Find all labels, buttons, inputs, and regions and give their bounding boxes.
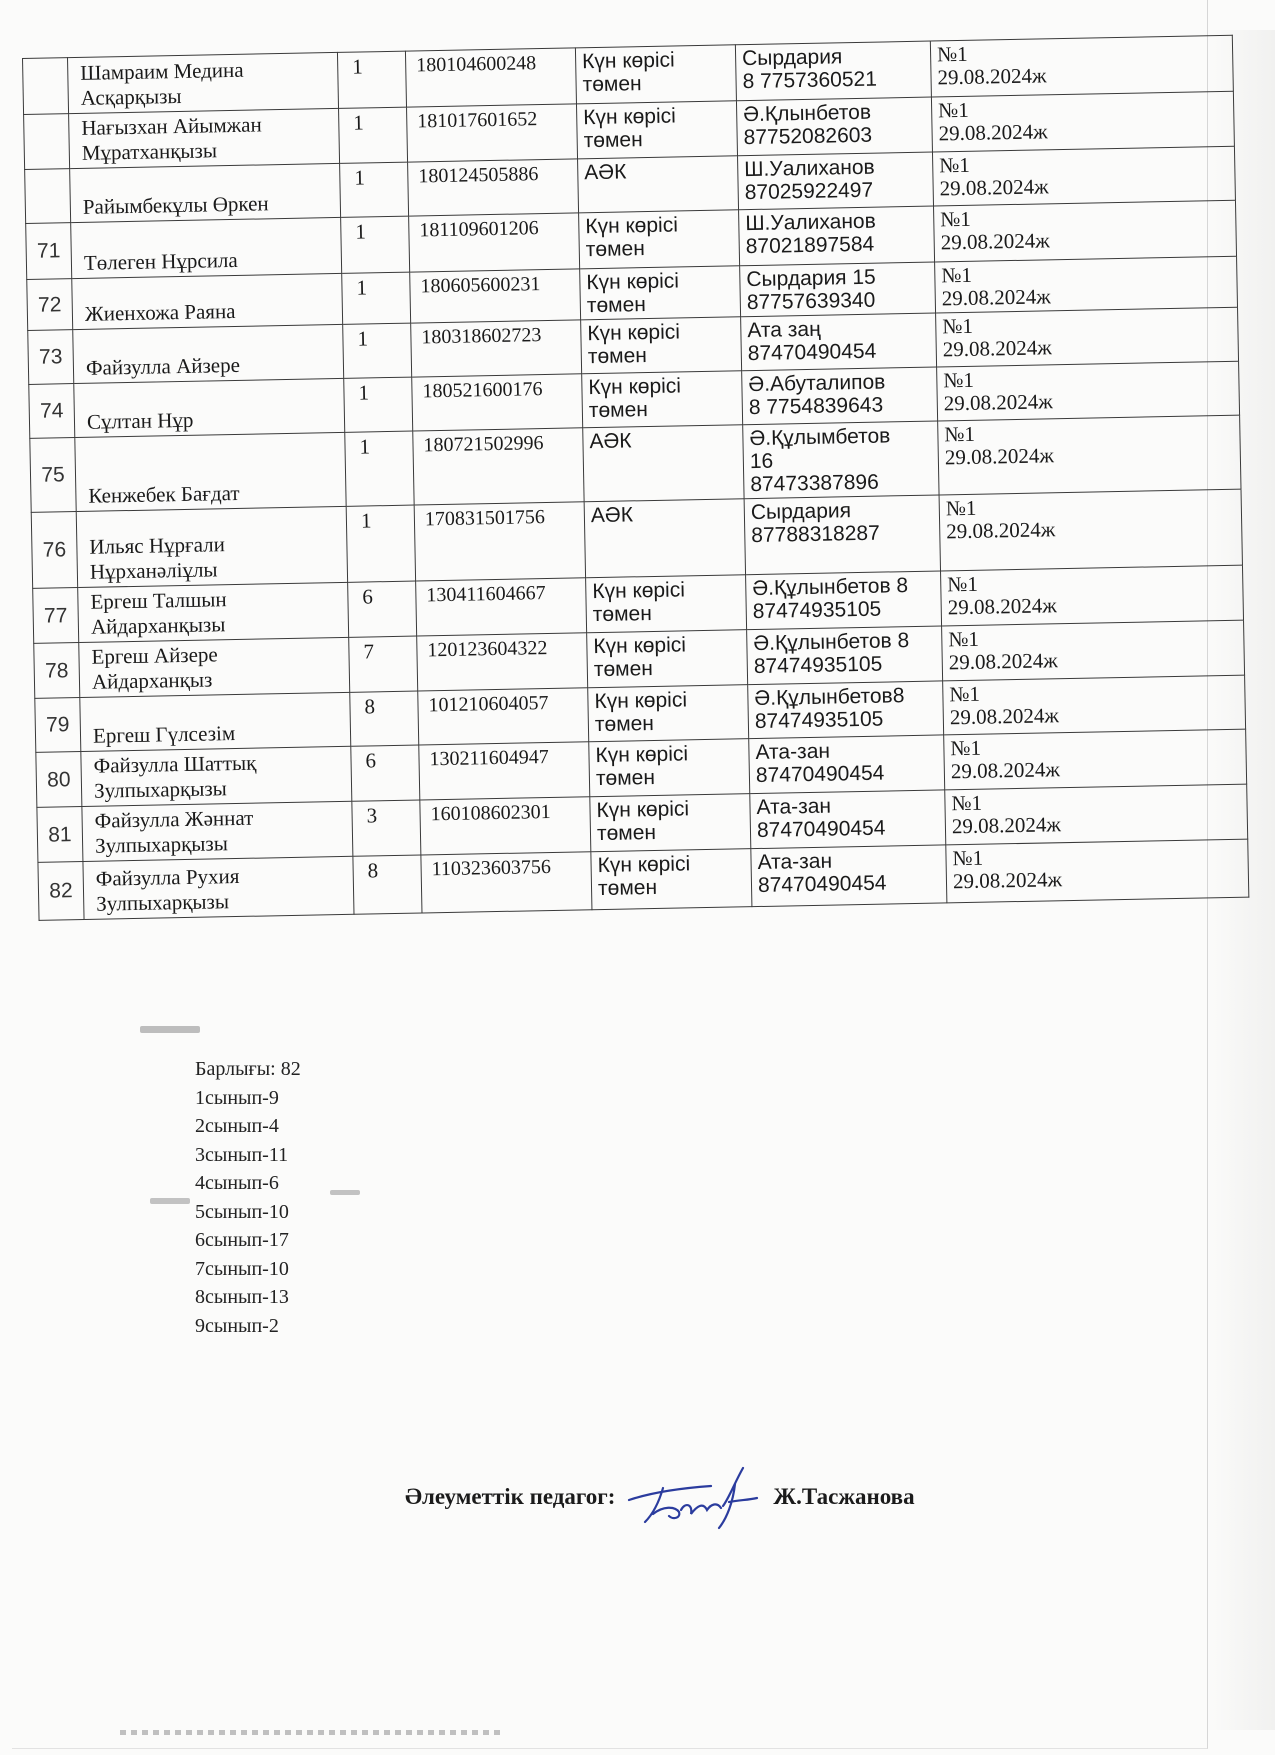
- signature-name: Ж.Тасжанова: [773, 1484, 915, 1509]
- cell-row-number: 71: [26, 223, 72, 280]
- order-number-line: 29.08.2024ж: [949, 703, 1060, 730]
- cell-social-status: [580, 266, 741, 320]
- address-phone-line: Ата-зан: [757, 849, 833, 875]
- scan-smudge: [120, 1730, 500, 1735]
- address-phone-line: 16: [749, 449, 774, 474]
- cell-row-number: 76: [31, 512, 77, 589]
- cell-iin-number: 130211604947: [419, 742, 590, 800]
- cell-iin-number: 180104600248: [405, 48, 576, 107]
- cell-order-number: [938, 415, 1241, 495]
- cell-address-phone: [736, 97, 932, 156]
- cell-iin-number: 101210604057: [418, 688, 589, 745]
- address-phone-line: 87470490454: [747, 339, 877, 366]
- address-phone-line: 87474935105: [753, 652, 883, 679]
- signature-role: Әлеуметтік педагог:: [405, 1484, 616, 1509]
- cell-address-phone: [751, 845, 947, 907]
- address-phone-line: 87474935105: [754, 707, 884, 734]
- address-phone-line: Ә.Құлынбетов 8: [752, 574, 909, 601]
- cell-student-name: [83, 856, 354, 919]
- social-status-line: төмен: [582, 72, 642, 97]
- social-status-line: төмен: [586, 293, 647, 318]
- order-number-line: №1: [947, 571, 979, 597]
- address-phone-line: 87470490454: [756, 816, 886, 843]
- order-number-line: 29.08.2024ж: [948, 648, 1058, 675]
- cell-order-number: [930, 35, 1233, 97]
- address-phone-line: Ата-зан: [756, 794, 832, 820]
- cell-order-number: [932, 146, 1235, 206]
- cell-address-phone: [749, 735, 945, 794]
- cell-class-number: 1: [339, 107, 408, 163]
- order-number-line: 29.08.2024ж: [937, 63, 1047, 90]
- order-number-line: 29.08.2024ж: [946, 517, 1056, 544]
- student-name-line: Файзулла Жәннат: [94, 805, 254, 833]
- address-phone-line: Ә.Құлынбетов 8: [753, 629, 910, 656]
- social-status-line: АӘК: [589, 429, 632, 454]
- cell-student-name: [68, 52, 339, 113]
- summary-grade: 1сынып-9: [195, 1086, 279, 1109]
- student-name-line: Файзулла Айзере: [85, 352, 241, 380]
- cell-address-phone: [738, 152, 934, 210]
- social-status-line: Күн көрісі: [593, 633, 687, 659]
- summary-grade: 2сынып-4: [195, 1115, 279, 1137]
- cell-row-number: 82: [38, 861, 84, 920]
- cell-class-number: 6: [351, 745, 420, 801]
- cell-class-number: 8: [350, 691, 419, 746]
- cell-row-number: [23, 58, 69, 115]
- address-phone-line: Ата заң: [747, 317, 821, 343]
- summary-total: Барлығы: 82: [195, 1058, 301, 1080]
- address-phone-line: 87025922497: [744, 178, 874, 205]
- cell-class-number: 1: [340, 162, 409, 217]
- order-number-line: №1: [949, 681, 981, 707]
- roster-body: [23, 35, 1249, 920]
- social-status-line: төмен: [583, 128, 643, 153]
- social-status-line: Күн көрісі: [583, 104, 677, 130]
- cell-order-number: [941, 565, 1244, 626]
- address-phone-line: Сырдария: [750, 499, 852, 525]
- cell-row-number: 75: [30, 438, 76, 513]
- cell-social-status: [578, 156, 739, 213]
- cell-class-number: 1: [342, 272, 411, 324]
- cell-iin-number: 180521600176: [412, 374, 583, 431]
- cell-order-number: [944, 729, 1247, 790]
- cell-address-phone: [743, 421, 939, 499]
- cell-class-number: 1: [337, 51, 406, 108]
- order-number-line: №1: [945, 495, 977, 521]
- social-status-line: Күн көрісі: [581, 48, 675, 74]
- cell-order-number: [939, 489, 1242, 571]
- cell-class-number: 1: [345, 431, 414, 506]
- cell-student-name: [78, 582, 349, 642]
- student-name-line: Зулпыхарқызы: [93, 776, 227, 803]
- cell-order-number: [942, 620, 1245, 681]
- social-status-line: Күн көрісі: [596, 797, 690, 823]
- social-status-line: Күн көрісі: [594, 688, 688, 714]
- student-name-line: Шамраим Медина: [80, 57, 244, 85]
- order-number-line: 29.08.2024ж: [938, 119, 1048, 146]
- cell-class-number: 1: [343, 323, 412, 378]
- cell-class-number: 8: [353, 855, 422, 914]
- cell-iin-number: 180124505886: [408, 159, 579, 216]
- order-number-line: №1: [940, 206, 972, 232]
- cell-social-status: [581, 317, 742, 374]
- order-number-line: №1: [943, 367, 975, 393]
- roster-table: [22, 35, 1249, 921]
- cell-row-number: [24, 114, 70, 170]
- cell-address-phone: [747, 626, 943, 685]
- summary-grade: 8сынып-13: [195, 1286, 289, 1308]
- cell-student-name: [76, 506, 347, 587]
- cell-class-number: 3: [352, 800, 421, 856]
- cell-iin-number: 110323603756: [421, 852, 592, 913]
- address-phone-line: Ш.Уалиханов: [744, 155, 875, 182]
- cell-social-status: [583, 425, 744, 502]
- address-phone-line: 87474935105: [752, 597, 882, 624]
- student-name-line: Мұратханқызы: [81, 138, 218, 165]
- student-name-line: Зулпыхарқызы: [94, 831, 229, 858]
- cell-class-number: 1: [346, 505, 415, 582]
- cell-class-number: 7: [349, 636, 418, 692]
- cell-row-number: 78: [34, 643, 80, 699]
- student-name-line: Райымбекұлы Өркен: [82, 191, 269, 219]
- cell-order-number: [936, 307, 1239, 367]
- cell-student-name: [75, 432, 346, 511]
- order-number-line: №1: [936, 41, 968, 67]
- student-name-line: Айдарханқызы: [90, 612, 226, 639]
- cell-social-status: [589, 739, 750, 797]
- student-name-line: Асқарқызы: [80, 83, 182, 110]
- cell-student-name: [82, 801, 353, 861]
- cell-iin-number: 120123604322: [417, 633, 588, 691]
- cell-student-name: [71, 217, 342, 278]
- social-status-line: төмен: [587, 344, 648, 369]
- cell-social-status: [586, 575, 747, 633]
- social-status-line: Күн көрісі: [586, 269, 680, 295]
- address-phone-line: Ата-зан: [755, 739, 831, 765]
- cell-iin-number: 181109601206: [409, 213, 580, 272]
- cell-class-number: 1: [344, 377, 413, 432]
- social-status-line: төмен: [588, 398, 649, 423]
- cell-address-phone: [746, 571, 942, 630]
- social-status-line: төмен: [592, 602, 653, 627]
- social-status-line: Күн көрісі: [587, 320, 681, 346]
- order-number-line: 29.08.2024ж: [943, 389, 1054, 416]
- cell-row-number: 73: [28, 330, 74, 385]
- order-number-line: 29.08.2024ж: [939, 174, 1049, 201]
- order-number-line: №1: [952, 845, 984, 871]
- social-status-line: төмен: [597, 875, 658, 901]
- cell-address-phone: [739, 206, 935, 266]
- student-name-line: Нұрханәліұлы: [89, 557, 218, 584]
- cell-student-name: [70, 163, 341, 222]
- cell-student-name: [69, 108, 340, 168]
- student-name-line: Ергеш Айзере: [91, 642, 218, 669]
- social-status-line: Күн көрісі: [597, 852, 691, 878]
- cell-address-phone: [740, 262, 936, 317]
- cell-social-status: [582, 371, 743, 428]
- cell-row-number: 80: [36, 751, 82, 807]
- order-number-line: 29.08.2024ж: [947, 593, 1057, 620]
- address-phone-line: Ш.Уалиханов: [745, 209, 876, 236]
- summary-grade: 9сынып-2: [195, 1314, 279, 1337]
- cell-iin-number: 130411604667: [416, 578, 587, 636]
- cell-address-phone: [748, 681, 944, 739]
- cell-social-status: [587, 630, 748, 688]
- student-name-line: Файзулла Рухия: [95, 863, 240, 891]
- social-status-line: Күн көрісі: [588, 374, 682, 400]
- address-phone-line: Ә.Құлынбетов8: [754, 684, 905, 711]
- cell-social-status: [579, 210, 740, 269]
- cell-student-name: [72, 273, 343, 329]
- student-name-line: Кенжебек Бағдат: [88, 480, 240, 508]
- student-name-line: Зулпыхарқызы: [96, 889, 230, 916]
- summary-grade: 7сынып-10: [195, 1257, 289, 1280]
- cell-iin-number: 180721502996: [413, 428, 584, 505]
- cell-class-number: 1: [341, 216, 410, 273]
- order-number-line: №1: [944, 421, 976, 447]
- social-status-line: төмен: [595, 765, 656, 791]
- social-status-line: Күн көрісі: [585, 213, 679, 239]
- cell-social-status: [591, 849, 752, 910]
- cell-row-number: 72: [27, 279, 73, 331]
- cell-social-status: [576, 101, 737, 159]
- address-phone-line: 87021897584: [745, 232, 875, 259]
- cell-student-name: [79, 637, 350, 697]
- cell-address-phone: [744, 495, 940, 575]
- signature-row: [405, 1462, 915, 1532]
- social-status-line: төмен: [585, 237, 646, 262]
- cell-iin-number: 160108602301: [420, 797, 591, 855]
- cell-student-name: [81, 746, 352, 806]
- cell-row-number: 79: [35, 698, 81, 753]
- scan-smudge: [150, 1198, 190, 1204]
- social-status-line: төмен: [596, 820, 657, 846]
- cell-row-number: 74: [29, 384, 75, 439]
- order-number-line: №1: [939, 152, 971, 178]
- student-name-line: Ергеш Талшын: [90, 587, 227, 614]
- address-phone-line: Ә.Құлымбетов: [749, 424, 891, 451]
- summary-grade: 4сынып-6: [195, 1172, 279, 1194]
- cell-address-phone: [750, 790, 946, 849]
- cell-address-phone: [741, 313, 937, 371]
- order-number-line: 29.08.2024ж: [950, 757, 1061, 784]
- order-number-line: 29.08.2024ж: [951, 812, 1062, 839]
- cell-social-status: [590, 794, 751, 852]
- cell-social-status: [575, 45, 736, 104]
- order-number-line: 29.08.2024ж: [940, 228, 1050, 255]
- handwritten-signature: [623, 1462, 763, 1532]
- cell-order-number: [931, 91, 1234, 152]
- summary-grade: 5сынып-10: [195, 1200, 289, 1223]
- cell-address-phone: [735, 41, 931, 101]
- cell-student-name: [73, 324, 344, 383]
- cell-iin-number: 170831501756: [414, 502, 585, 581]
- address-phone-line: Сырдария 15: [746, 265, 876, 292]
- cell-order-number: [935, 256, 1238, 313]
- student-name-line: Ильяс Нұрғали: [89, 532, 226, 559]
- social-status-line: АӘК: [584, 160, 627, 185]
- cell-address-phone: [742, 367, 938, 425]
- summary-block: [195, 1055, 301, 1340]
- address-phone-line: 87473387896: [750, 470, 880, 497]
- cell-row-number: 77: [33, 588, 79, 644]
- student-name-line: Ергеш Гүлсезім: [92, 721, 236, 748]
- cell-order-number: [934, 200, 1237, 262]
- cell-social-status: [584, 499, 745, 578]
- order-number-line: №1: [948, 626, 980, 652]
- cell-order-number: [946, 839, 1249, 903]
- social-status-line: Күн көрісі: [595, 742, 689, 768]
- student-name-line: Сұлтан Нұр: [86, 407, 194, 434]
- summary-grade: 6сынып-17: [195, 1229, 289, 1251]
- order-number-line: №1: [937, 97, 969, 123]
- order-number-line: 29.08.2024ж: [944, 443, 1055, 470]
- cell-row-number: 81: [37, 806, 83, 862]
- student-name-line: Файзулла Шаттық: [93, 750, 257, 778]
- order-number-line: 29.08.2024ж: [952, 867, 1063, 894]
- order-number-line: №1: [951, 790, 983, 816]
- address-phone-line: 87752082603: [743, 123, 873, 150]
- student-name-line: Нағызхан Айымжан: [81, 112, 262, 140]
- address-phone-line: Ә.Абуталипов: [748, 370, 886, 397]
- cell-iin-number: 180605600231: [410, 269, 581, 323]
- cell-iin-number: 181017601652: [407, 104, 578, 162]
- address-phone-line: 87788318287: [751, 521, 880, 548]
- address-phone-line: 8 7757360521: [742, 67, 878, 94]
- order-number-line: 29.08.2024ж: [941, 284, 1052, 311]
- address-phone-line: 87757639340: [746, 288, 876, 315]
- cell-order-number: [943, 675, 1246, 735]
- order-number-line: №1: [941, 262, 973, 288]
- scan-smudge: [330, 1190, 360, 1195]
- order-number-line: 29.08.2024ж: [942, 335, 1052, 362]
- cell-social-status: [588, 685, 749, 742]
- student-name-line: Айдарханқыз: [91, 667, 213, 694]
- student-name-line: Жиенхожа Раяна: [84, 298, 236, 326]
- cell-student-name: [80, 692, 351, 751]
- social-status-line: төмен: [593, 657, 654, 682]
- social-status-line: Күн көрісі: [592, 578, 686, 604]
- order-number-line: №1: [950, 735, 982, 761]
- student-name-line: Төлеген Нұрсила: [83, 247, 238, 275]
- cell-student-name: [74, 378, 345, 437]
- cell-iin-number: 180318602723: [411, 320, 582, 377]
- address-phone-line: Сырдария: [741, 45, 843, 71]
- address-phone-line: Ә.Қлынбетов: [742, 100, 872, 127]
- social-status-line: төмен: [594, 711, 655, 737]
- summary-grade: 3сынып-11: [195, 1143, 289, 1166]
- cell-row-number: [25, 169, 71, 224]
- roster-table-wrap: [22, 35, 1251, 1043]
- cell-order-number: [945, 784, 1248, 845]
- social-status-line: АӘК: [590, 503, 634, 528]
- cell-class-number: 6: [348, 581, 417, 637]
- order-number-line: №1: [942, 313, 974, 339]
- address-phone-line: 8 7754839643: [748, 393, 884, 420]
- cell-order-number: [937, 361, 1240, 421]
- address-phone-line: 87470490454: [757, 871, 887, 898]
- address-phone-line: 87470490454: [755, 761, 885, 788]
